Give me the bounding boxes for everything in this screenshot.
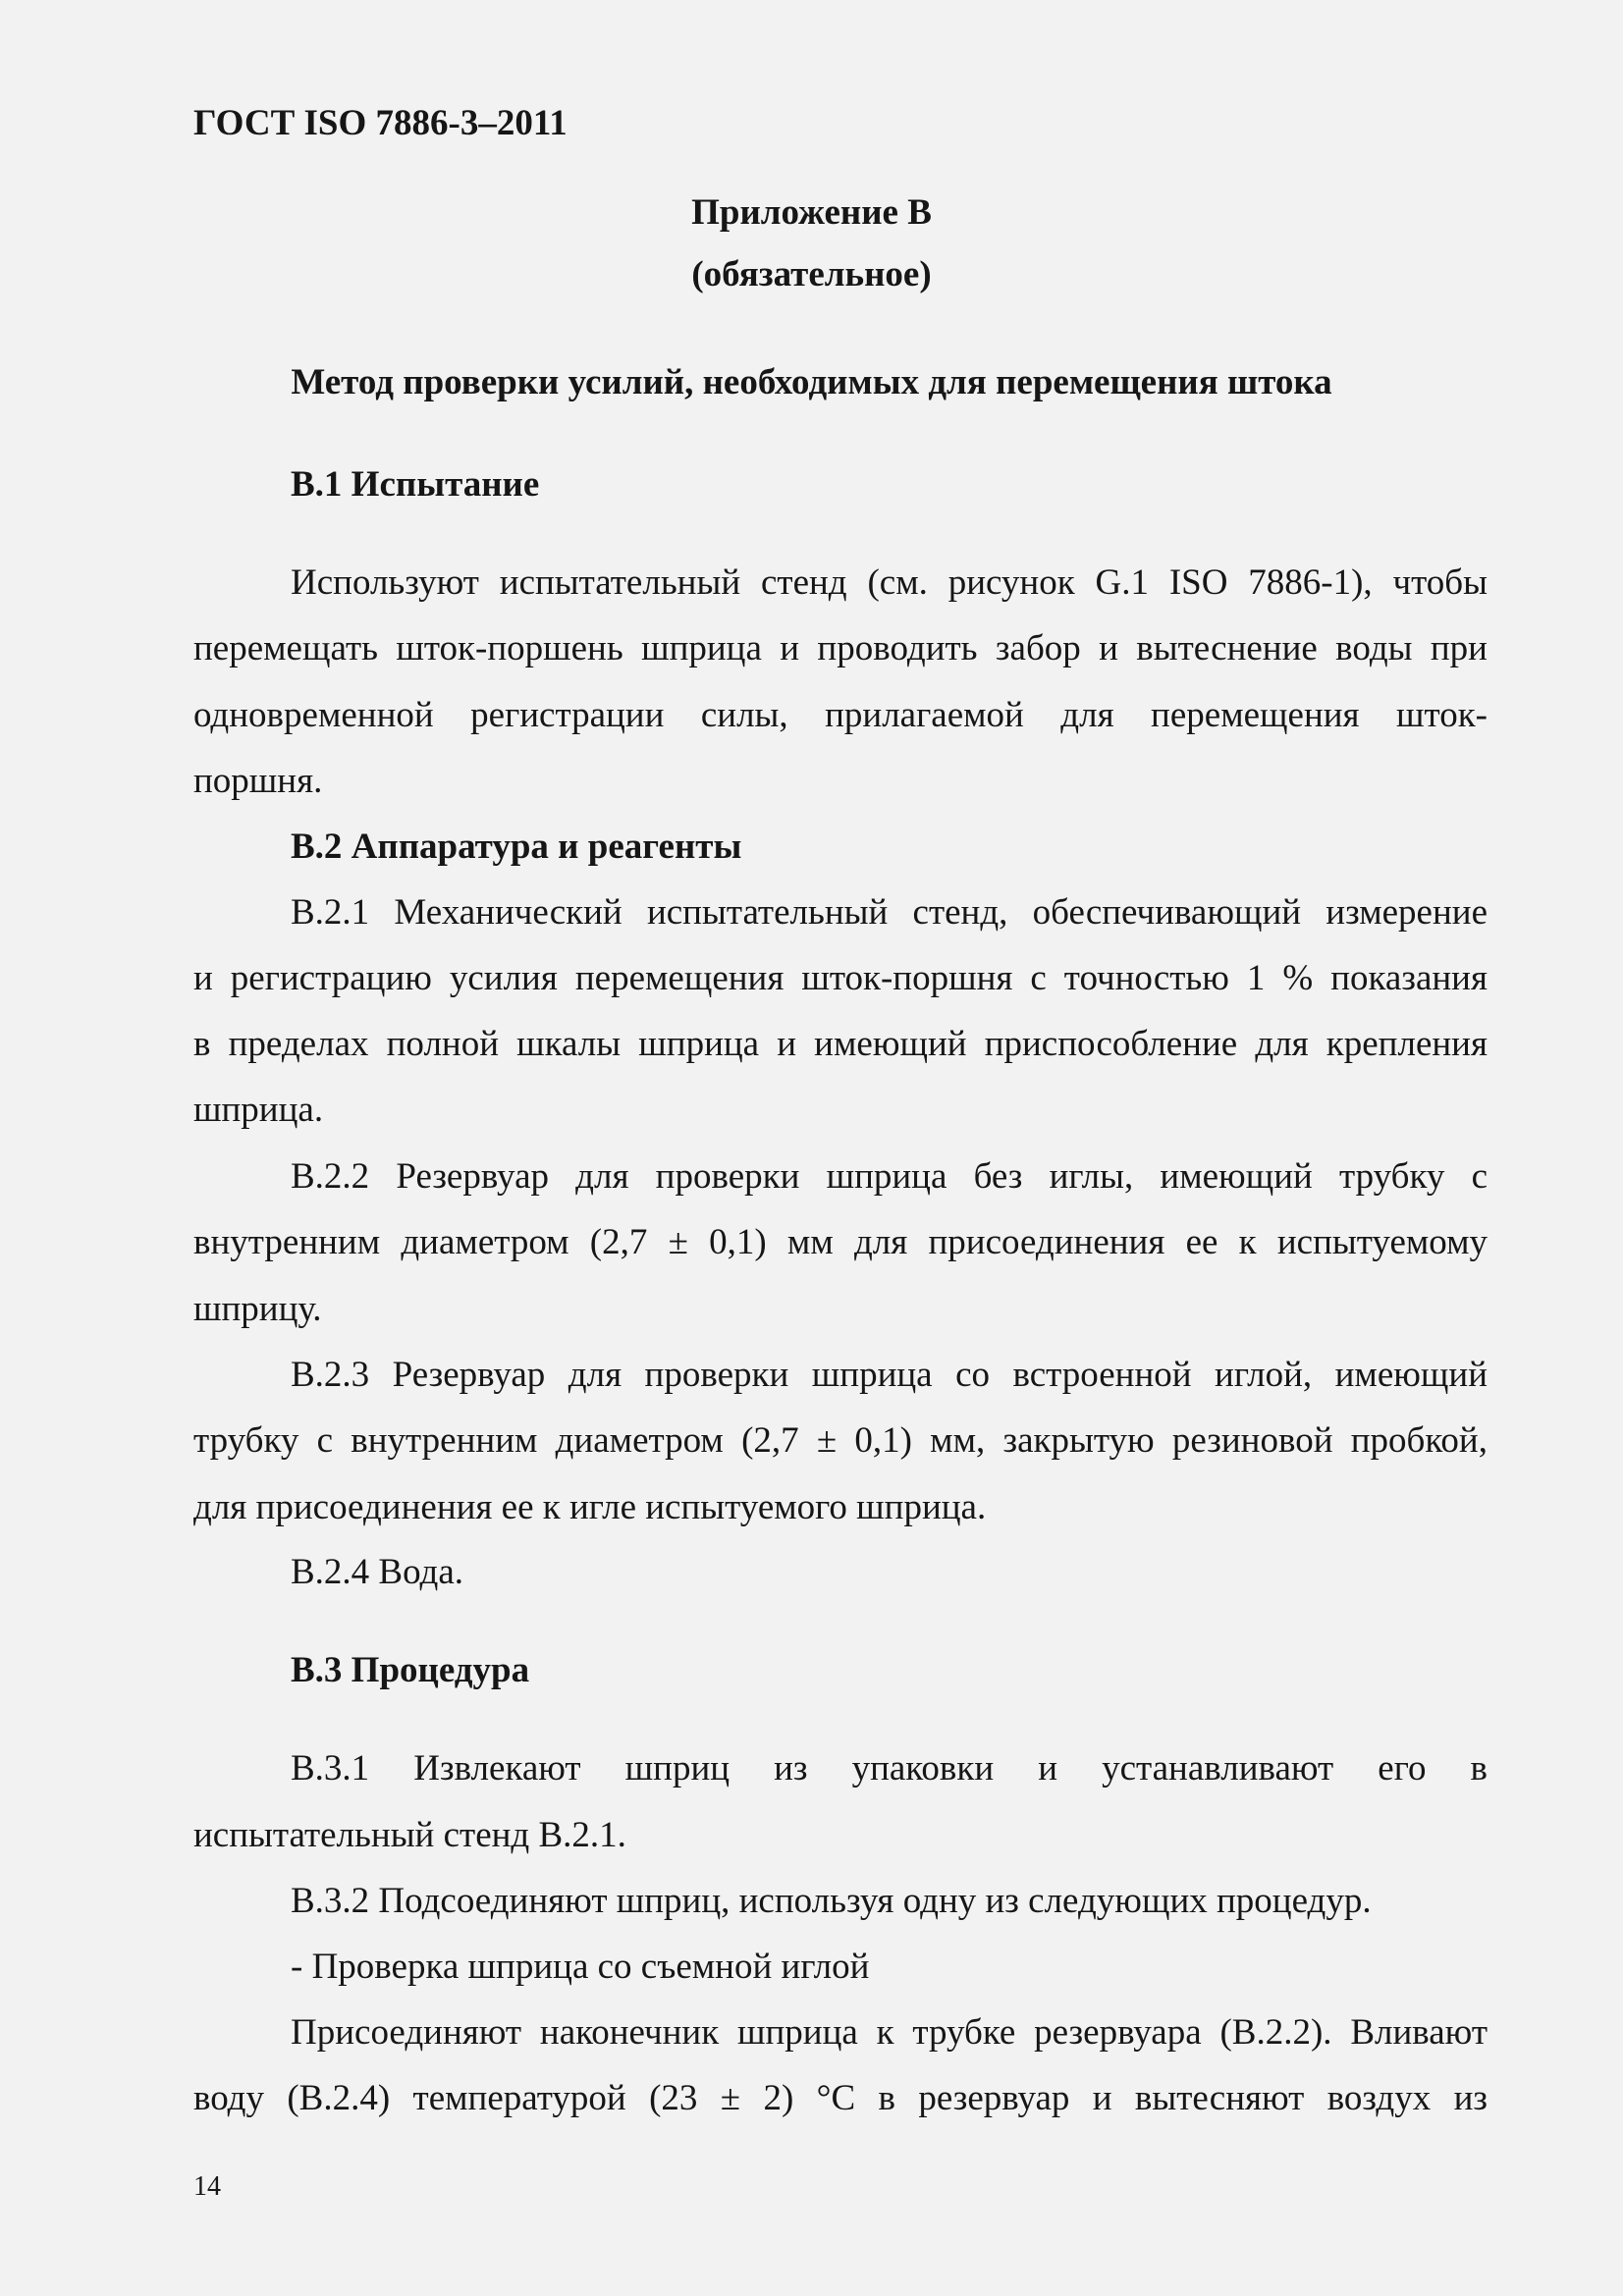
section-b3-heading: В.3 Процедура bbox=[291, 1650, 530, 1690]
list-item: - Проверка шприца со съемной иглой bbox=[291, 1947, 870, 1987]
text-line: внутренним диаметром (2,7 ± 0,1) мм для присоединения ее к испытуемому bbox=[193, 1222, 1488, 1262]
text-line: перемещать шток-поршень шприца и проводить забор и вытеснение воды при bbox=[193, 628, 1488, 668]
text-line: для присоединения ее к игле испытуемого шприца. bbox=[193, 1487, 987, 1527]
text-line: воду (В.2.4) температурой (23 ± 2) °С в резервуар и вытесняют воздух из bbox=[193, 2078, 1488, 2118]
section-b2-heading: В.2 Аппаратура и реагенты bbox=[291, 827, 742, 867]
text-line: в пределах полной шкалы шприца и имеющий приспособление для крепления bbox=[193, 1024, 1488, 1064]
text-line: испытательный стенд В.2.1. bbox=[193, 1815, 626, 1855]
text-line: В.3.2 Подсоединяют шприц, используя одну из следующих процедур. bbox=[291, 1881, 1372, 1921]
annex-status: (обязательное) bbox=[691, 254, 932, 294]
text-line: В.2.3 Резервуар для проверки шприца со встроенной иглой, имеющий bbox=[291, 1355, 1488, 1395]
page-number: 14 bbox=[193, 2171, 221, 2202]
text-line: Используют испытательный стенд (см. рисунок G.1 ISO 7886-1), чтобы bbox=[291, 562, 1488, 603]
text-line: и регистрацию усилия перемещения шток-поршня с точностью 1 % показания bbox=[193, 958, 1488, 998]
text-line: Присоединяют наконечник шприца к трубке резервуара (В.2.2). Вливают bbox=[291, 2012, 1488, 2053]
text-line: В.2.1 Механический испытательный стенд, обеспечивающий измерение bbox=[291, 892, 1488, 933]
text-line: шприцу. bbox=[193, 1289, 322, 1329]
text-line: трубку с внутренним диаметром (2,7 ± 0,1) мм, закрытую резиновой пробкой, bbox=[193, 1420, 1488, 1461]
text-line: поршня. bbox=[193, 761, 323, 801]
annex-title: Приложение В bbox=[691, 192, 932, 233]
text-line: шприца. bbox=[193, 1090, 324, 1130]
section-b1-heading: В.1 Испытание bbox=[291, 464, 540, 505]
text-line: одновременной регистрации силы, прилагаемой для перемещения шток- bbox=[193, 695, 1488, 735]
standard-designation: ГОСТ ISO 7886-3–2011 bbox=[193, 103, 568, 143]
annex-heading: Метод проверки усилий, необходимых для перемещения штока bbox=[291, 362, 1332, 402]
text-line: В.2.4 Вода. bbox=[291, 1552, 464, 1592]
text-line: В.2.2 Резервуар для проверки шприца без иглы, имеющий трубку с bbox=[291, 1156, 1488, 1197]
text-line: В.3.1 Извлекают шприц из упаковки и устанавливают его в bbox=[291, 1748, 1488, 1789]
